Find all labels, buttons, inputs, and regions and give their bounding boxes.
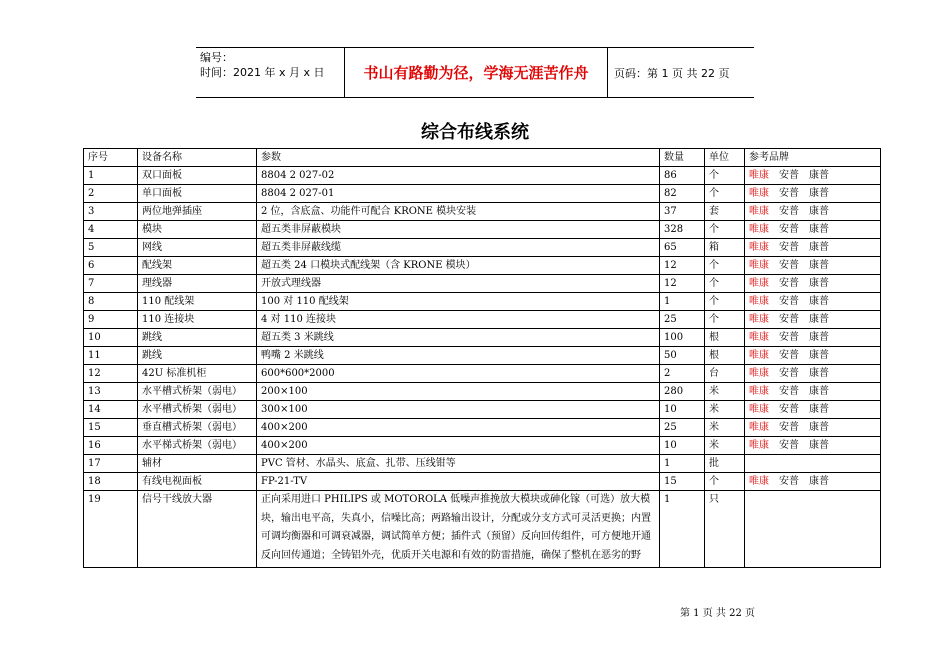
brand-2: 安普 [779, 295, 799, 307]
cell-brand [745, 491, 881, 568]
brand-3: 康普 [809, 241, 829, 253]
cell-name: 理线器 [138, 275, 257, 293]
cell-unit: 个 [705, 311, 745, 329]
cell-no: 3 [84, 203, 138, 221]
brand-2: 安普 [779, 313, 799, 325]
cell-no: 9 [84, 311, 138, 329]
brand-1: 唯康 [749, 241, 769, 253]
cell-unit: 根 [705, 329, 745, 347]
cell-param: 鸭嘴 2 米跳线 [257, 347, 660, 365]
column-header: 序号 [84, 149, 138, 167]
cell-qty: 65 [660, 239, 705, 257]
brand-3: 康普 [809, 205, 829, 217]
cell-unit: 个 [705, 221, 745, 239]
cell-no: 18 [84, 473, 138, 491]
cell-qty: 86 [660, 167, 705, 185]
cell-param: 400×200 [257, 437, 660, 455]
brand-2: 安普 [779, 187, 799, 199]
cell-brand [745, 401, 881, 419]
cell-unit: 只 [705, 491, 745, 568]
cell-qty: 37 [660, 203, 705, 221]
brand-1: 唯康 [749, 385, 769, 397]
cell-no: 10 [84, 329, 138, 347]
brand-2: 安普 [779, 223, 799, 235]
cell-no: 6 [84, 257, 138, 275]
cell-brand [745, 419, 881, 437]
brand-2: 安普 [779, 241, 799, 253]
brand-1: 唯康 [749, 439, 769, 451]
number-label: 编号： [200, 51, 233, 64]
cell-param: 超五类非屏蔽线缆 [257, 239, 660, 257]
brand-1: 唯康 [749, 475, 769, 487]
cell-no: 4 [84, 221, 138, 239]
cell-qty: 15 [660, 473, 705, 491]
cell-name: 跳线 [138, 329, 257, 347]
page-number-label: 页码：第 1 页 共 22 页 [614, 66, 730, 80]
cell-unit: 台 [705, 365, 745, 383]
cell-brand [745, 293, 881, 311]
cell-unit: 个 [705, 293, 745, 311]
cell-no: 12 [84, 365, 138, 383]
brand-2: 安普 [779, 439, 799, 451]
cell-no: 14 [84, 401, 138, 419]
cell-unit: 个 [705, 167, 745, 185]
brand-3: 康普 [809, 331, 829, 343]
cell-qty: 2 [660, 365, 705, 383]
cell-name: 垂直槽式桥架（弱电） [138, 419, 257, 437]
cell-qty: 12 [660, 275, 705, 293]
cell-brand [745, 473, 881, 491]
cell-name: 辅材 [138, 455, 257, 473]
brand-1: 唯康 [749, 169, 769, 181]
column-header: 参考品牌 [745, 149, 881, 167]
header-meta [196, 48, 345, 97]
cell-brand [745, 167, 881, 185]
cell-param: 2 位，含底盒、功能件可配合 KRONE 模块安装 [257, 203, 660, 221]
table-row [84, 419, 881, 437]
brand-2: 安普 [779, 277, 799, 289]
cell-param: 200×100 [257, 383, 660, 401]
cell-qty: 1 [660, 491, 705, 568]
cell-param: 开放式理线器 [257, 275, 660, 293]
brand-3: 康普 [809, 421, 829, 433]
cell-unit: 箱 [705, 239, 745, 257]
cell-name: 110 连接块 [138, 311, 257, 329]
brand-3: 康普 [809, 439, 829, 451]
brand-3: 康普 [809, 187, 829, 199]
equipment-table [83, 148, 881, 568]
brand-1: 唯康 [749, 349, 769, 361]
brand-3: 康普 [809, 223, 829, 235]
cell-param: 600*600*2000 [257, 365, 660, 383]
table-row [84, 239, 881, 257]
cell-name: 有线电视面板 [138, 473, 257, 491]
time-label: 时间：2021 年 x 月 x 日 [200, 66, 325, 79]
table-row [84, 401, 881, 419]
brand-2: 安普 [779, 385, 799, 397]
column-header: 参数 [257, 149, 660, 167]
cell-qty: 10 [660, 401, 705, 419]
cell-qty: 10 [660, 437, 705, 455]
cell-no: 15 [84, 419, 138, 437]
table-row [84, 311, 881, 329]
cell-brand [745, 275, 881, 293]
cell-no: 5 [84, 239, 138, 257]
cell-param: 超五类 3 米跳线 [257, 329, 660, 347]
brand-1: 唯康 [749, 331, 769, 343]
cell-no: 11 [84, 347, 138, 365]
brand-2: 安普 [779, 259, 799, 271]
brand-3: 康普 [809, 403, 829, 415]
table-row [84, 257, 881, 275]
cell-brand [745, 437, 881, 455]
cell-name: 110 配线架 [138, 293, 257, 311]
table-row [84, 455, 881, 473]
header-slogan: 书山有路勤为径，学海无涯苦作舟 [345, 48, 608, 97]
cell-qty: 82 [660, 185, 705, 203]
brand-3: 康普 [809, 277, 829, 289]
brand-1: 唯康 [749, 187, 769, 199]
table-row [84, 329, 881, 347]
cell-param: 8804 2 027-02 [257, 167, 660, 185]
brand-3: 康普 [809, 475, 829, 487]
brand-1: 唯康 [749, 313, 769, 325]
table-row [84, 221, 881, 239]
brand-2: 安普 [779, 475, 799, 487]
brand-2: 安普 [779, 421, 799, 433]
column-header: 数量 [660, 149, 705, 167]
cell-param: 300×100 [257, 401, 660, 419]
cell-qty: 12 [660, 257, 705, 275]
cell-param: 100 对 110 配线架 [257, 293, 660, 311]
table-row [84, 437, 881, 455]
cell-brand [745, 329, 881, 347]
cell-name: 信号干线放大器 [138, 491, 257, 568]
cell-name: 两位地弹插座 [138, 203, 257, 221]
brand-1: 唯康 [749, 223, 769, 235]
table-row [84, 275, 881, 293]
table-row [84, 185, 881, 203]
brand-2: 安普 [779, 349, 799, 361]
brand-1: 唯康 [749, 277, 769, 289]
cell-name: 水平槽式桥架（弱电） [138, 401, 257, 419]
brand-1: 唯康 [749, 205, 769, 217]
cell-name: 跳线 [138, 347, 257, 365]
brand-1: 唯康 [749, 295, 769, 307]
cell-brand [745, 311, 881, 329]
cell-brand [745, 455, 881, 473]
cell-unit: 个 [705, 275, 745, 293]
cell-unit: 米 [705, 437, 745, 455]
cell-brand [745, 239, 881, 257]
cell-name: 配线架 [138, 257, 257, 275]
cell-qty: 25 [660, 419, 705, 437]
brand-1: 唯康 [749, 367, 769, 379]
cell-param: 超五类非屏蔽模块 [257, 221, 660, 239]
cell-brand [745, 185, 881, 203]
cell-no: 2 [84, 185, 138, 203]
cell-unit: 个 [705, 473, 745, 491]
cell-unit: 个 [705, 257, 745, 275]
brand-2: 安普 [779, 169, 799, 181]
cell-unit: 米 [705, 383, 745, 401]
brand-3: 康普 [809, 259, 829, 271]
brand-2: 安普 [779, 331, 799, 343]
brand-3: 康普 [809, 313, 829, 325]
table-row [84, 167, 881, 185]
brand-2: 安普 [779, 205, 799, 217]
cell-param: 400×200 [257, 419, 660, 437]
cell-param: 正向采用进口 PHILIPS 或 MOTOROLA 低噪声推挽放大模块或砷化镓（可选）放大模块，输出电平高，失真小，信噪比高；两路输出设计，分配或分支方式可灵活更换；内置可调均衡器和可调衰减器，调试简单方便；插件式（预留）反向回传组件，可方便地开通反向回传通道；全铸铝外壳，优质开关电源和有效的防雷措施，确保了整机在恶劣的野 [257, 491, 660, 568]
cell-unit: 米 [705, 401, 745, 419]
cell-name: 水平槽式桥架（弱电） [138, 383, 257, 401]
brand-3: 康普 [809, 367, 829, 379]
cell-param: FP-21-TV [257, 473, 660, 491]
brand-3: 康普 [809, 349, 829, 361]
cell-qty: 1 [660, 455, 705, 473]
cell-brand [745, 347, 881, 365]
cell-brand [745, 365, 881, 383]
table-header-row [84, 149, 881, 167]
cell-no: 13 [84, 383, 138, 401]
column-header: 单位 [705, 149, 745, 167]
brand-1: 唯康 [749, 259, 769, 271]
brand-2: 安普 [779, 403, 799, 415]
brand-3: 康普 [809, 385, 829, 397]
cell-qty: 280 [660, 383, 705, 401]
page-header [196, 47, 754, 98]
cell-no: 8 [84, 293, 138, 311]
cell-name: 双口面板 [138, 167, 257, 185]
cell-brand [745, 221, 881, 239]
cell-unit: 个 [705, 185, 745, 203]
cell-param: PVC 管材、水晶头、底盒、扎带、压线钳等 [257, 455, 660, 473]
cell-name: 水平梯式桥架（弱电） [138, 437, 257, 455]
brand-2: 安普 [779, 367, 799, 379]
column-header: 设备名称 [138, 149, 257, 167]
cell-name: 单口面板 [138, 185, 257, 203]
brand-3: 康普 [809, 169, 829, 181]
brand-1: 唯康 [749, 403, 769, 415]
table-row [84, 473, 881, 491]
cell-brand [745, 203, 881, 221]
cell-brand [745, 383, 881, 401]
document-title: 综合布线系统 [421, 122, 529, 143]
table-row [84, 203, 881, 221]
table-row [84, 365, 881, 383]
cell-qty: 50 [660, 347, 705, 365]
cell-unit: 套 [705, 203, 745, 221]
cell-no: 16 [84, 437, 138, 455]
cell-name: 42U 标准机柜 [138, 365, 257, 383]
cell-name: 模块 [138, 221, 257, 239]
cell-no: 1 [84, 167, 138, 185]
table-row [84, 383, 881, 401]
cell-qty: 1 [660, 293, 705, 311]
table-row [84, 491, 881, 568]
cell-no: 7 [84, 275, 138, 293]
cell-unit: 批 [705, 455, 745, 473]
cell-no: 19 [84, 491, 138, 568]
cell-param: 8804 2 027-01 [257, 185, 660, 203]
table-row [84, 293, 881, 311]
table-row [84, 347, 881, 365]
brand-1: 唯康 [749, 421, 769, 433]
cell-param: 超五类 24 口模块式配线架（含 KRONE 模块） [257, 257, 660, 275]
cell-qty: 100 [660, 329, 705, 347]
cell-qty: 328 [660, 221, 705, 239]
cell-param: 4 对 110 连接块 [257, 311, 660, 329]
cell-unit: 根 [705, 347, 745, 365]
cell-no: 17 [84, 455, 138, 473]
cell-qty: 25 [660, 311, 705, 329]
page-footer: 第 1 页 共 22 页 [680, 608, 755, 619]
cell-name: 网线 [138, 239, 257, 257]
cell-brand [745, 257, 881, 275]
brand-3: 康普 [809, 295, 829, 307]
cell-unit: 米 [705, 419, 745, 437]
